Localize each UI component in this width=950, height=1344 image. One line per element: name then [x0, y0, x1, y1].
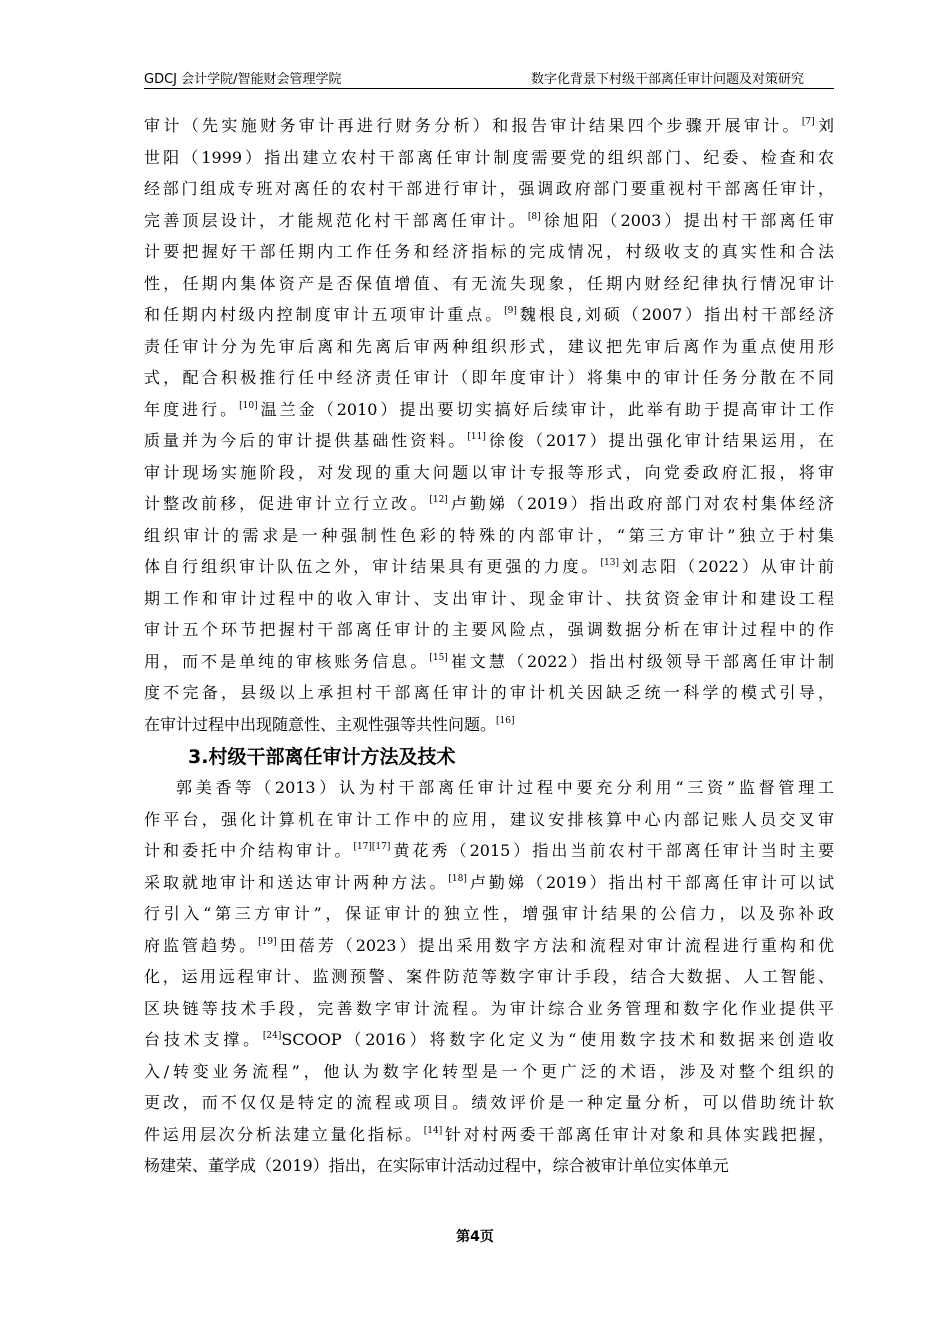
text-line: 和任期内村级内控制度审计五项审计重点。[9]魏根良,刘硕（2007）指出村干部经济: [144, 305, 834, 324]
citation-ref: [16]: [496, 715, 515, 726]
citation-ref: [15]: [429, 652, 448, 663]
text-line: 世阳（1999）指出建立农村干部离任审计制度需要党的组织部门、纪委、检查和农: [144, 147, 834, 167]
text-line: 计整改前移，促进审计立行立改。[12]卢勤娣（2019）指出政府部门对农村集体经济: [144, 494, 834, 513]
citation-ref: [19]: [258, 936, 277, 947]
text-line: 件运用层次分析法建立量化指标。[14]针对村两委干部离任审计对象和具体实践把握，: [144, 1124, 834, 1144]
header-right: 数字化背景下村级干部离任审计问题及对策研究: [530, 72, 804, 87]
text-line: 计和委托中介结构审计。[17][17]黄花秀（2015）指出当前农村干部离任审计当时主要: [144, 841, 834, 860]
citation-ref: [11]: [467, 432, 486, 442]
text-line: 用，而不是单纯的审核账务信息。[15]崔文慧（2022）指出村级领导干部离任审计制: [144, 651, 834, 671]
text-line: 年度进行。[10]温兰金（2010）提出要切实搞好后续审计，此举有助于提高审计工作: [144, 399, 834, 419]
text-line: 更改，而不仅仅是特定的流程或项目。绩效评价是一种定量分析，可以借助统计软: [144, 1093, 834, 1112]
citation-ref: [13]: [600, 558, 620, 568]
text-line: 期工作和审计过程中的收入审计、支出审计、现金审计、扶贫资金审计和建设工程: [144, 588, 834, 608]
citation-ref: [9]: [504, 306, 517, 316]
text-line: 式，配合积极推行任中经济责任审计（即年度审计）将集中的审计任务分散在不同: [144, 368, 834, 387]
text-line: 计要把握好干部任期内工作任务和经济指标的完成情况，村级收支的真实性和合法: [144, 242, 834, 261]
citation-ref: [10]: [239, 400, 258, 411]
text-line: 化，运用远程审计、监测预警、案件防范等数字审计手段，结合大数据、人工智能、: [144, 967, 834, 986]
text-line: 经部门组成专班对离任的农村干部进行审计，强调政府部门要重视村干部离任审计，: [144, 179, 834, 198]
text-line: 在审计过程中出现随意性、主观性强等共性问题。[16]: [144, 714, 515, 734]
text-line: 杨建荣、董学成（2019）指出，在实际审计活动过程中，综合被审计单位实体单元: [144, 1156, 729, 1175]
citation-ref: [7]: [801, 117, 815, 127]
page-header: [144, 66, 834, 89]
text-line: 采取就地审计和送达审计两种方法。[18]卢勤娣（2019）指出村干部离任审计可以试: [144, 872, 834, 892]
page-number: 第4页: [456, 1229, 494, 1245]
text-line: 入/转变业务流程”，他认为数字化转型是一个更广泛的术语，涉及对整个组织的: [144, 1061, 834, 1081]
paragraph-1: [144, 110, 834, 740]
text-line: 作平台，强化计算机在审计工作中的应用，建议安排核算中心内部记账人员交叉审: [144, 809, 834, 829]
text-line: 责任审计分为先审后离和先离后审两种组织形式，建议把先审后离作为重点使用形: [144, 336, 834, 356]
paragraph-2: [144, 772, 834, 1182]
text-line: 性，任期内集体资产是否保值增值、有无流失现象，任期内财经纪律执行情况审计: [144, 273, 834, 293]
header-left: GDCJ 会计学院/智能财会管理学院: [144, 72, 342, 87]
citation-ref: [17]: [371, 842, 391, 852]
text-line: 审计五个环节把握村干部离任审计的主要风险点，强调数据分析在审计过程中的作: [144, 620, 834, 639]
text-line: 完善顶层设计，才能规范化村干部离任审计。[8]徐旭阳（2003）提出村干部离任审: [144, 210, 834, 230]
citation-ref: [14]: [423, 1125, 443, 1136]
text-line: 台技术支撑。[24]SCOOP（2016）将数字化定义为“使用数字技术和数据来创造收: [144, 1030, 834, 1049]
text-line: 质量并为今后的审计提供基础性资料。[11]徐俊（2017）提出强化审计结果运用，在: [144, 431, 834, 450]
citation-ref: [17]: [353, 842, 372, 852]
citation-ref: [8]: [527, 211, 541, 222]
text-line: 审计（先实施财务审计再进行财务分析）和报告审计结果四个步骤开展审计。[7]刘: [144, 116, 834, 135]
citation-ref: [24]: [262, 1031, 282, 1041]
citation-ref: [12]: [429, 495, 448, 505]
text-line: 郭美香等（2013）认为村干部离任审计过程中要充分利用“三资”监督管理工: [176, 778, 834, 797]
text-line: 体自行组织审计队伍之外，审计结果具有更强的力度。[13]刘志阳（2022）从审计前: [144, 557, 834, 576]
section-heading: 3.村级干部离任审计方法及技术: [188, 746, 456, 768]
text-line: 府监管趋势。[19]田蓓芳（2023）提出采用数字方法和流程对审计流程进行重构和优: [144, 935, 834, 955]
text-line: 组织审计的需求是一种强制性色彩的特殊的内部审计，“第三方审计”独立于村集: [144, 525, 834, 545]
text-line: 行引入“第三方审计”，保证审计的独立性，增强审计结果的公信力，以及弥补政: [144, 904, 834, 923]
text-line: 区块链等技术手段，完善数字审计流程。为审计综合业务管理和数字化作业提供平: [144, 998, 834, 1018]
text-line: 度不完备，县级以上承担村干部离任审计的审计机关因缺乏统一科学的模式引导，: [144, 683, 834, 702]
page-body: [144, 110, 834, 1182]
text-line: 审计现场实施阶段，对发现的重大问题以审计专报等形式，向党委政府汇报，将审: [144, 462, 834, 482]
citation-ref: [18]: [448, 873, 467, 884]
